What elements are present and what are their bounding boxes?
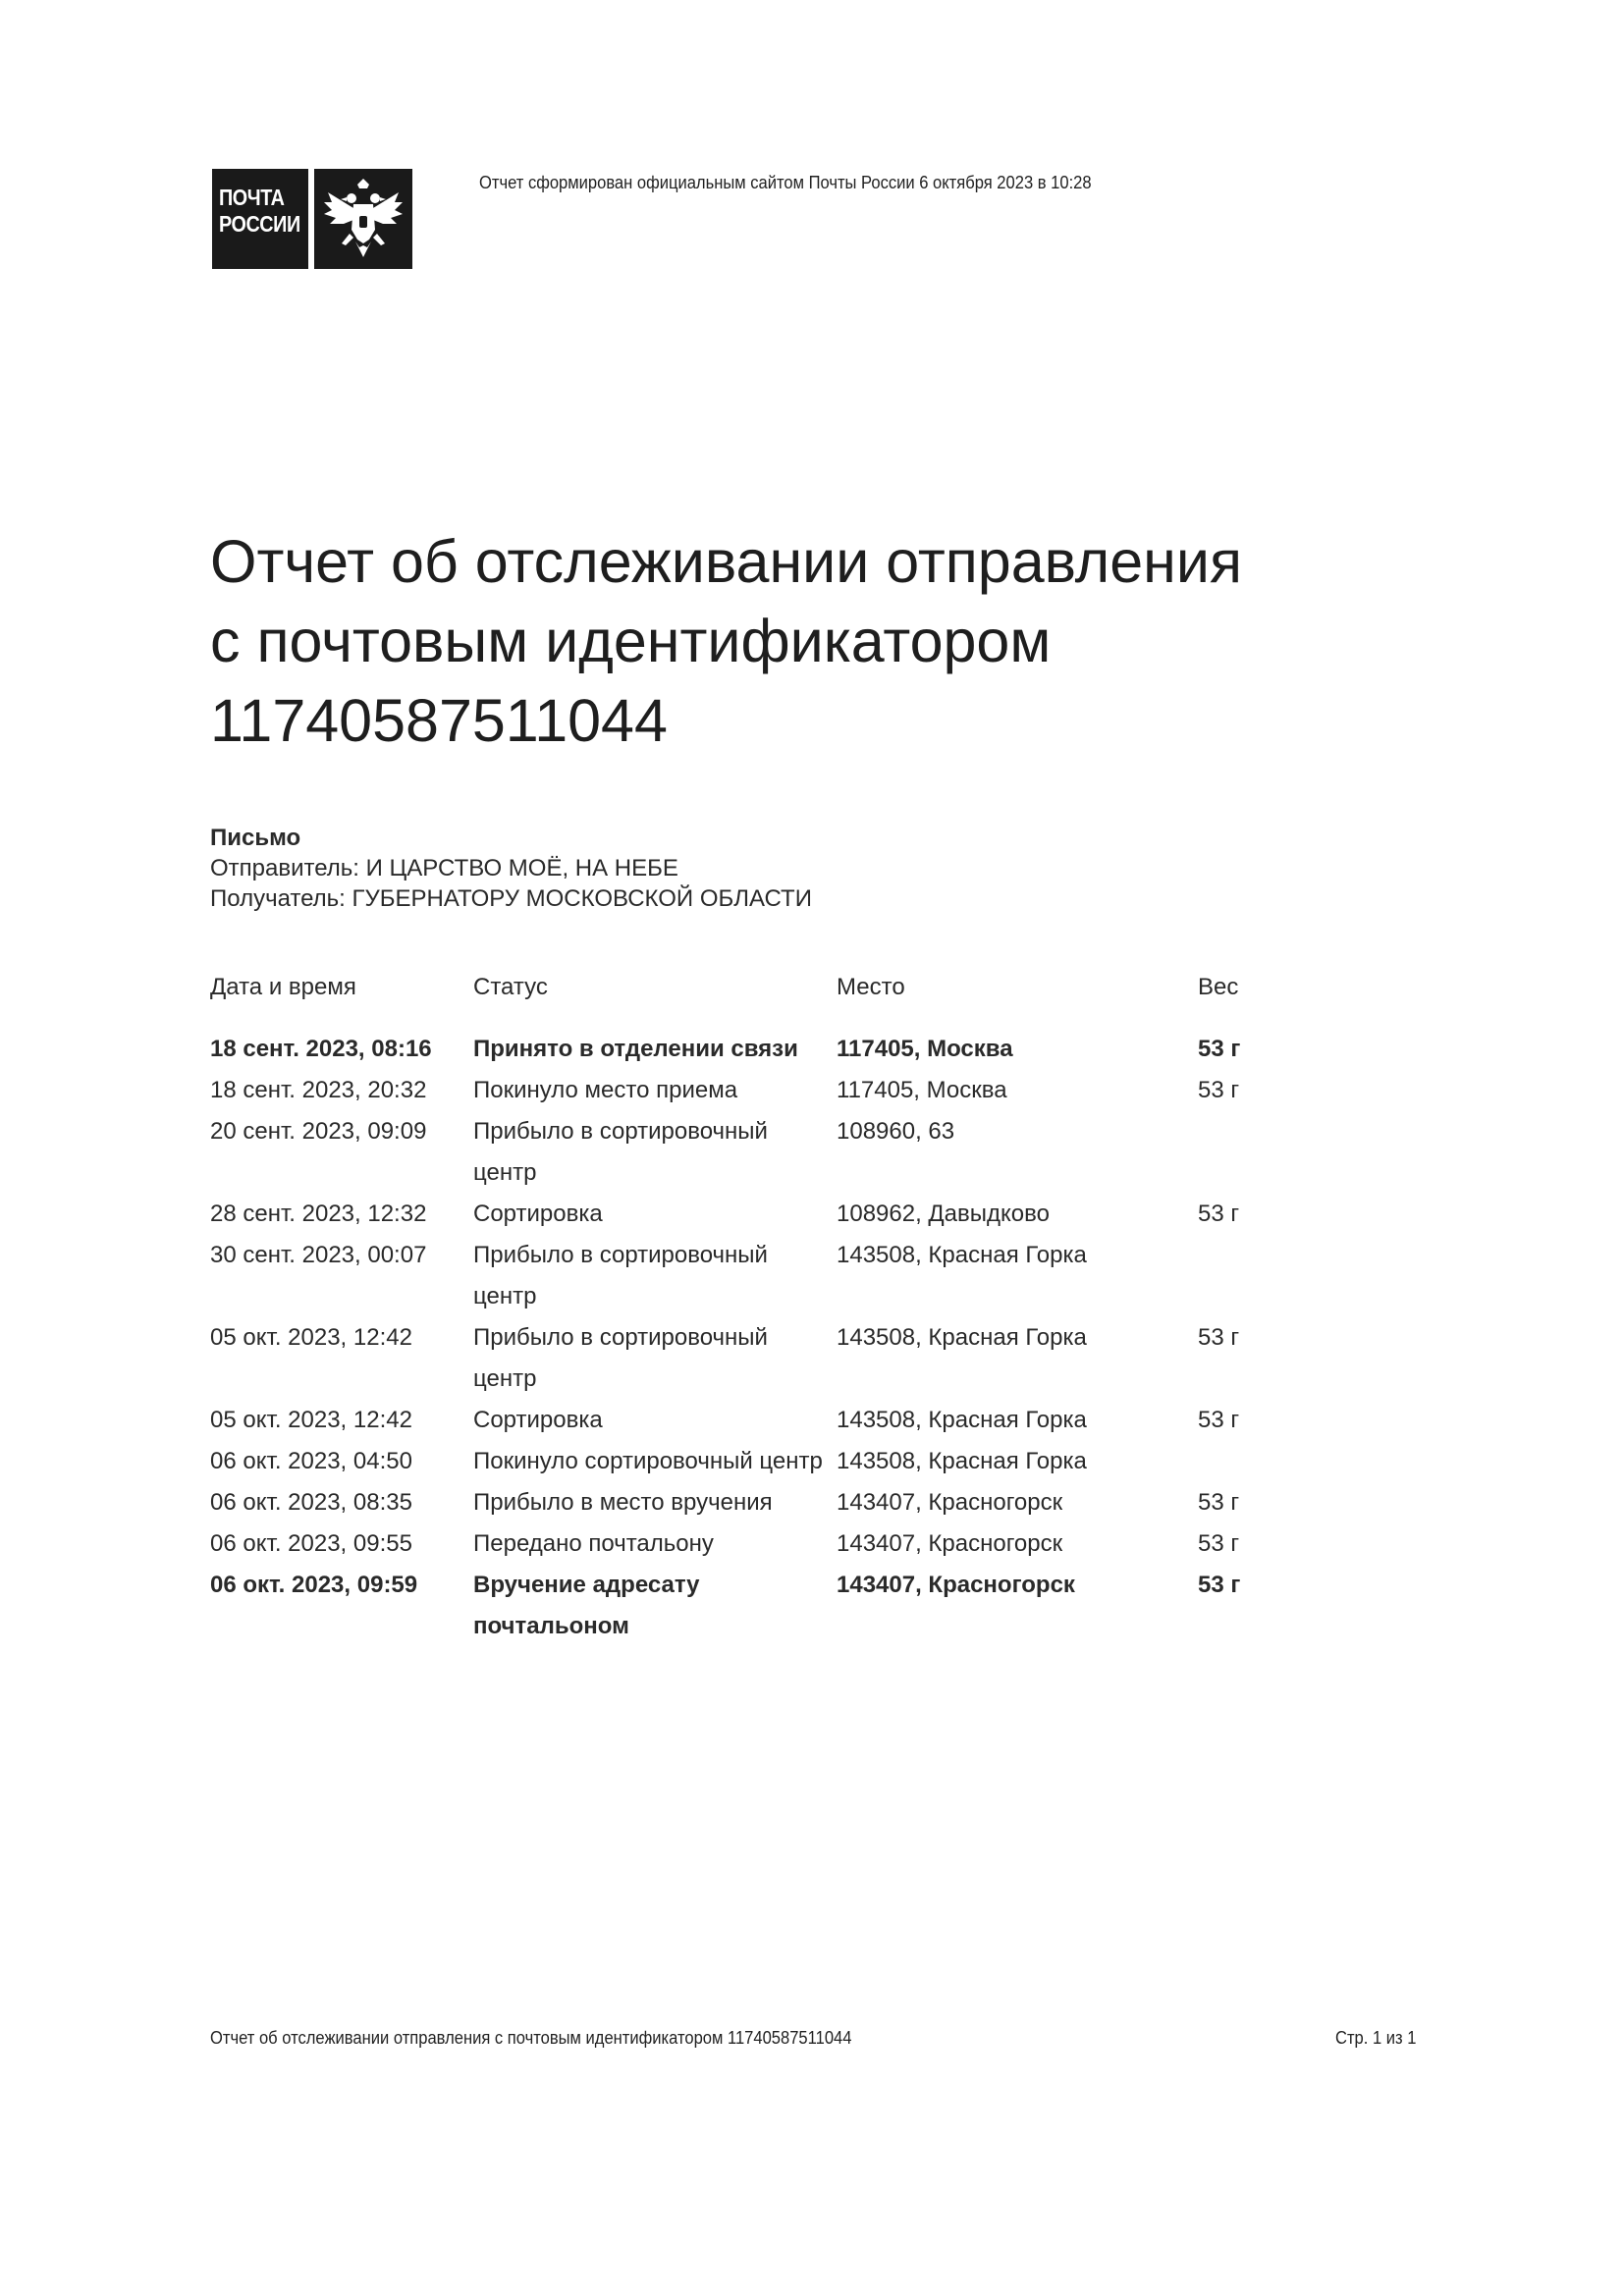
table-row (210, 1523, 1316, 1565)
cell-weight: 53 г (1198, 1572, 1241, 1598)
shipment-kind: Письмо (210, 825, 301, 851)
cell-date: 06 окт. 2023, 04:50 (210, 1448, 412, 1474)
cell-status: Сортировка (473, 1201, 603, 1227)
title-line-1: Отчет об отслеживании отправления (210, 528, 1242, 595)
cell-weight: 53 г (1198, 1489, 1240, 1516)
cell-date: 20 сент. 2023, 09:09 (210, 1118, 427, 1145)
table-row (210, 1400, 1316, 1441)
cell-status: Вручение адресату почтальоном (473, 1572, 700, 1639)
cell-date: 05 окт. 2023, 12:42 (210, 1324, 412, 1351)
table-row (210, 1235, 1316, 1317)
cell-status: Прибыло в сортировочный центр (473, 1118, 768, 1186)
cell-weight (1198, 1111, 1316, 1194)
table-row (210, 1029, 1316, 1070)
cell-weight: 53 г (1198, 1077, 1240, 1103)
footer-title: Отчет об отслеживании отправления с почтовым идентификатором 11740587511044 (210, 2028, 852, 2048)
cell-place: 143407, Красногорск (837, 1572, 1075, 1598)
cell-place: 143508, Красная Горка (837, 1324, 1087, 1351)
russian-post-logo (212, 169, 412, 269)
cell-date: 05 окт. 2023, 12:42 (210, 1407, 412, 1433)
cell-place: 143508, Красная Горка (837, 1242, 1087, 1268)
cell-status: Передано почтальону (473, 1530, 714, 1557)
table-header-row (210, 974, 1316, 1029)
cell-status: Принято в отделении связи (473, 1036, 798, 1062)
cell-status: Покинуло место приема (473, 1077, 738, 1103)
cell-place: 143407, Красногорск (837, 1530, 1063, 1557)
cell-status: Покинуло сортировочный центр (473, 1448, 823, 1474)
cell-weight: 53 г (1198, 1407, 1240, 1433)
cell-place: 117405, Москва (837, 1036, 1013, 1062)
header-weight: Вес (1198, 974, 1239, 1000)
table-row (210, 1111, 1316, 1194)
table-row (210, 1317, 1316, 1400)
header-date: Дата и время (210, 974, 356, 1000)
cell-date: 06 окт. 2023, 09:55 (210, 1530, 412, 1557)
cell-status: Сортировка (473, 1407, 603, 1433)
page-number: Стр. 1 из 1 (1335, 2028, 1417, 2048)
table-row (210, 1441, 1316, 1482)
cell-date: 18 сент. 2023, 08:16 (210, 1036, 432, 1062)
table-row (210, 1565, 1316, 1647)
tracking-events-table (210, 974, 1316, 1647)
cell-weight: 53 г (1198, 1201, 1240, 1227)
header-status: Статус (473, 974, 548, 1000)
cell-place: 117405, Москва (837, 1077, 1007, 1103)
cell-weight: 53 г (1198, 1036, 1241, 1062)
cell-date: 18 сент. 2023, 20:32 (210, 1077, 427, 1103)
sender: Отправитель: И ЦАРСТВО МОЁ, НА НЕБЕ (210, 855, 678, 881)
cell-weight: 53 г (1198, 1324, 1240, 1351)
generated-note: Отчет сформирован официальным сайтом Почты России 6 октября 2023 в 10:28 (479, 173, 1092, 192)
logo-line-2: РОССИИ (219, 211, 300, 237)
cell-date: 06 окт. 2023, 09:59 (210, 1572, 418, 1598)
cell-place: 143407, Красногорск (837, 1489, 1063, 1516)
cell-place: 108962, Давыдково (837, 1201, 1050, 1227)
cell-weight (1198, 1441, 1316, 1482)
page-title (210, 522, 1447, 761)
logo-wordmark (212, 169, 308, 269)
cell-place: 143508, Красная Горка (837, 1448, 1087, 1474)
header-place: Место (837, 974, 905, 1000)
tracking-number: 11740587511044 (210, 687, 668, 754)
cell-status: Прибыло в сортировочный центр (473, 1242, 768, 1309)
cell-status: Прибыло в место вручения (473, 1489, 773, 1516)
cell-place: 143508, Красная Горка (837, 1407, 1087, 1433)
cell-weight (1198, 1235, 1316, 1317)
logo-line-1: ПОЧТА (219, 185, 285, 210)
double-headed-eagle-icon (314, 169, 412, 269)
cell-weight: 53 г (1198, 1530, 1240, 1557)
cell-status: Прибыло в сортировочный центр (473, 1324, 768, 1392)
recipient: Получатель: ГУБЕРНАТОРУ МОСКОВСКОЙ ОБЛАСТИ (210, 885, 812, 912)
cell-date: 30 сент. 2023, 00:07 (210, 1242, 427, 1268)
title-line-2: с почтовым идентификатором (210, 608, 1052, 674)
table-row (210, 1482, 1316, 1523)
shipment-info (210, 823, 812, 914)
table-row (210, 1194, 1316, 1235)
cell-date: 28 сент. 2023, 12:32 (210, 1201, 427, 1227)
cell-date: 06 окт. 2023, 08:35 (210, 1489, 412, 1516)
table-row (210, 1070, 1316, 1111)
cell-place: 108960, 63 (837, 1118, 955, 1145)
